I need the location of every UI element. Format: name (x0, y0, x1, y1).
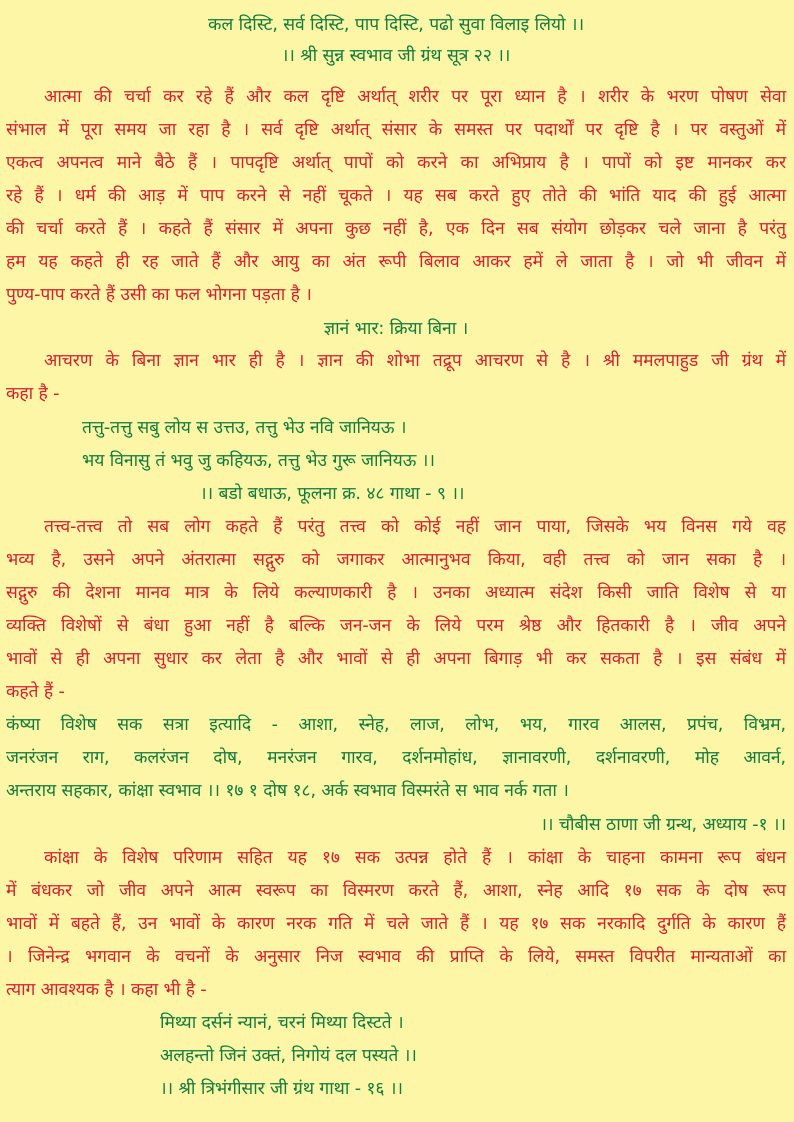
paragraph-line: त्याग आवश्यक है । कहा भी है - (6, 980, 207, 1000)
paragraph-line: । जिनेन्द्र भगवान के वचनों के अनुसार निज स्वभाव की प्राप्ति के लिये, समस्त विपरीत मान्यताओं का (6, 947, 786, 967)
citation-line: ।। बडो बधाऊ, फूलना क्र. ४८ गाथा - ९ ।। (200, 484, 465, 504)
citation-line: ।। श्री सुन्न स्वभाव जी ग्रंथ सूत्र २२ ।। (281, 46, 511, 66)
paragraph-line: भावों में बहते हैं, उन भावों के कारण नरक गति में चले जाते हैं । यह १७ सक नरकादि दुर्गति के कारण हैं (6, 914, 786, 934)
verse-line: कल दिस्टि, सर्व दिस्टि, पाप दिस्टि, पढो सुवा विलाइ लियो ।। (208, 15, 584, 35)
paragraph-line: पुण्य-पाप करते हैं उसी का फल भोगना पड़ता है । (6, 285, 312, 305)
paragraph-line: कहा है - (6, 384, 60, 404)
paragraph-line: की चर्चा करते हैं । कहते हैं संसार में अपना कुछ नहीं है, एक दिन सब संयोग छोड़कर चले जाना है परंतु (6, 219, 786, 239)
paragraph-line: में बंधकर जो जीव अपने आत्म स्वरूप का विस्मरण करते हैं, आशा, स्नेह आदि १७ सक के दोष रूप (6, 881, 786, 901)
paragraph-line: संभाल में पूरा समय जा रहा है । सर्व दृष्टि अर्थात् संसार के समस्त पर पदार्थों पर दृष्टि है । पर वस्तुओं में (6, 120, 786, 140)
verse-line: अलहन्तो जिनं उक्तं, निगोयं दल पस्यते ।। (160, 1046, 417, 1066)
citation-line: ।। चौबीस ठाणा जी ग्रन्थ, अध्याय -१ ।। (540, 815, 786, 835)
paragraph-line: हम यह कहते ही रह जाते हैं और आयु का अंत रूपी बिलाव आकर हमें ले जाता है । जो भी जीवन में (6, 252, 786, 272)
paragraph-line: भव्य है, उसने अपने अंतरात्मा सद्गुरु को जगाकर आत्मानुभव किया, वही तत्त्व को जान सका है । (6, 550, 786, 570)
heading-line: ज्ञानं भार: क्रिया बिना । (323, 319, 469, 339)
paragraph-line: एकत्व अपनत्व माने बैठे हैं । पापदृष्टि अर्थात् पापों को करने का अभिप्राय है । पापों को इष्ट मानकर कर (6, 153, 786, 173)
paragraph-line: व्यक्ति विशेषों से बंधा हुआ नहीं है बल्कि जन-जन के लिये परम श्रेष्ठ और हितकारी है । जीव अपने (6, 616, 786, 636)
verse-line: मिथ्या दर्सनं न्यानं, चरनं मिथ्या दिस्टते । (160, 1013, 404, 1033)
paragraph-line: आचरण के बिना ज्ञान भार ही है । ज्ञान की शोभा तद्रूप आचरण से है । श्री ममलपाहुड जी ग्रंथ में (44, 351, 786, 371)
quote-line: कंष्या विशेष सक सत्रा इत्यादि - आशा, स्नेह, लाज, लोभ, भय, गारव आलस, प्रपंच, विभ्रम, (6, 715, 786, 735)
paragraph-line: रहे हैं । धर्म की आड़ में पाप करने से नहीं चूकते । यह सब करते हुए तोते की भांति याद की हुई आत्मा (6, 186, 786, 206)
paragraph-line: आत्मा की चर्चा कर रहे हैं और कल दृष्टि अर्थात् शरीर पर पूरा ध्यान है । शरीर के भरण पोषण सेवा (44, 87, 786, 107)
paragraph-line: कहते हैं - (6, 682, 65, 702)
paragraph-line: भावों से ही अपना सुधार कर लेता है और भावों से ही अपना बिगाड़ भी कर सकता है । इस संबंध में (6, 649, 786, 669)
citation-line: ।। श्री त्रिभंगीसार जी ग्रंथ गाथा - १६ ।। (160, 1079, 403, 1099)
paragraph-line: कांक्षा के विशेष परिणाम सहित यह १७ सक उत्पन्न होते हैं । कांक्षा के चाहना कामना रूप बंधन (44, 848, 786, 868)
quote-line: जनरंजन राग, कलरंजन दोष, मनरंजन गारव, दर्शनमोहांध, ज्ञानावरणी, दर्शनावरणी, मोह आवर्न, (6, 748, 786, 768)
paragraph-line: तत्त्व-तत्त्व तो सब लोग कहते हैं परंतु तत्त्व को कोई नहीं जान पाया, जिसके भय विनस गये वह (44, 517, 786, 537)
verse-line: तत्तु-तत्तु सबु लोय स उत्तउ, तत्तु भेउ नवि जानियऊ । (82, 418, 407, 438)
verse-line: भय विनासु तं भवु जु कहियऊ, तत्तु भेउ गुरू जानियऊ ।। (82, 451, 435, 471)
paragraph-line: सद्गुरु की देशना मानव मात्र के लिये कल्याणकारी है । उनका अध्यात्म संदेश किसी जाति विशेष से या (6, 583, 786, 603)
quote-line: अन्तराय सहकार, कांक्षा स्वभाव ।। १७ १ दोष १८, अर्क स्वभाव विस्मरंते स भाव नर्क गता । (6, 781, 569, 801)
